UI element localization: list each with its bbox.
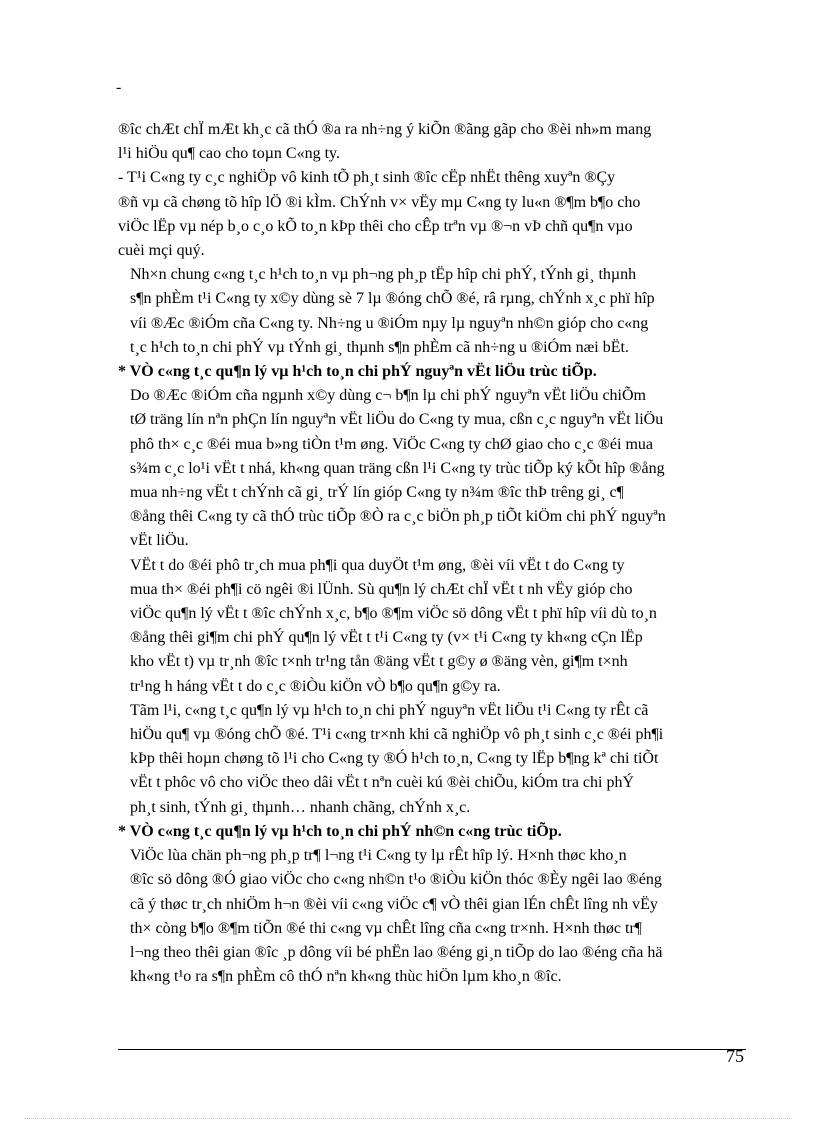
section-heading: * VÒ c«ng t¸c qu¶n lý vµ h¹ch to¸n chi phÝ nguyªn vËt liÖu trùc tiÕp. (118, 363, 597, 381)
text-line: kho vËt t) vµ tr¸nh ®îc t×nh tr¹ng tån ®äng vËt t g©y ø ®äng vèn, gi¶m t×nh (130, 653, 628, 671)
paragraph (118, 118, 748, 166)
text-line: s¾m c¸c lo¹i vËt t nhá, kh«ng quan träng cßn l¹i C«ng ty trùc tiÕp ký kÕt hîp ®ång (130, 459, 665, 477)
text-line: ®ñ vµ cã chøng tõ hîp lÖ ®i kÌm. ChÝnh v× vËy mµ C«ng ty lu«n ®¶m b¶o cho (118, 193, 641, 211)
text-line: th× còng b¶o ®¶m tiÕn ®é thi c«ng vµ chÊt lîng cña c«ng tr×nh. H×nh thøc tr¶ (130, 919, 643, 937)
text-line: mua nh÷ng vËt t chÝnh cã gi¸ trÝ lín gióp C«ng ty n¾m ®îc thÞ trêng gi¸ c¶ (130, 484, 624, 502)
paragraph (118, 699, 748, 820)
paragraph (118, 263, 748, 360)
text-line: Do ®Æc ®iÓm cña ngµnh x©y dùng c¬ b¶n lµ chi phÝ nguyªn vËt liÖu chiÕm (130, 387, 646, 405)
text-line: ®ång thêi gi¶m chi phÝ qu¶n lý vËt t t¹i C«ng ty (v× t¹i C«ng ty kh«ng cÇn lËp (130, 629, 643, 647)
text-line: kh«ng t¹o ra s¶n phÈm cô thÓ nªn kh«ng thùc hiÖn lµm kho¸n ®îc. (130, 968, 562, 986)
section-heading: * VÒ c«ng t¸c qu¶n lý vµ h¹ch to¸n chi phÝ nh©n c«ng trùc tiÕp. (118, 822, 562, 840)
body-text (118, 118, 748, 989)
text-line: t¸c h¹ch to¸n chi phÝ vµ tÝnh gi¸ thµnh s¶n phÈm cã nh÷ng u ®iÓm næi bËt. (130, 338, 629, 356)
text-line: tr¹ng h háng vËt t do c¸c ®iÒu kiÖn vÒ b¶o qu¶n g©y ra. (130, 677, 501, 695)
text-line: ®îc sö dông ®Ó giao viÖc cho c«ng nh©n t¹o ®iÒu kiÖn thóc ®Èy ngêi lao ®éng (130, 871, 662, 889)
text-line: ®ång thêi C«ng ty cã thÓ trùc tiÕp ®Ò ra c¸c biÖn ph¸p tiÕt kiÖm chi phÝ nguyªn (130, 508, 666, 526)
paragraph (118, 166, 748, 263)
text-line: víi ®Æc ®iÓm cña C«ng ty. Nh÷ng u ®iÓm nµy lµ nguyªn nh©n gióp cho c«ng (130, 314, 649, 332)
footer-divider (118, 1049, 746, 1050)
page-bottom-border (24, 1118, 792, 1119)
text-line: hiÖu qu¶ vµ ®óng chÕ ®é. T¹i c«ng tr×nh khi cã nghiÖp vô ph¸t sinh c¸c ®éi ph¶i (130, 726, 664, 744)
text-line: tØ träng lín nªn phÇn lín nguyªn vËt liÖu do C«ng ty mua, cßn c¸c nguyªn vËt liÖu (130, 411, 664, 429)
paragraph (118, 554, 748, 699)
text-line: VËt t do ®éi phô tr¸ch mua ph¶i qua duyÖt t¹m øng, ®èi víi vËt t do C«ng ty (130, 556, 625, 574)
text-line: l¬ng theo thêi gian ®îc ¸p dông víi bé phËn lao ®éng gi¸n tiÕp do lao ®éng cña hä (130, 943, 663, 961)
text-line: viÖc lËp vµ nép b¸o c¸o kÕ to¸n kÞp thêi cho cÊp trªn vµ ®¬n vÞ chñ qu¶n vµo (118, 217, 633, 235)
text-line: vËt liÖu. (130, 532, 189, 550)
paragraph (118, 844, 748, 989)
text-line: kÞp thêi hoµn chøng tõ l¹i cho C«ng ty ®Ó h¹ch to¸n, C«ng ty lËp b¶ng kª chi tiÕt (130, 750, 659, 768)
text-line: Nh×n chung c«ng t¸c h¹ch to¸n vµ ph¬ng ph¸p tËp hîp chi phÝ, tÝnh gi¸ thµnh (130, 266, 637, 284)
text-line: s¶n phÈm t¹i C«ng ty x©y dùng sè 7 lµ ®óng chÕ ®é, râ rµng, chÝnh x¸c phï hîp (130, 290, 655, 308)
paragraph (118, 384, 748, 553)
text-line: mua th× ®éi ph¶i cö ngêi ®i lÜnh. Sù qu¶n lý chÆt chÏ vËt t nh vËy gióp cho (130, 580, 633, 598)
text-line: viÖc qu¶n lý vËt t ®îc chÝnh x¸c, b¶o ®¶m viÖc sö dông vËt t phï hîp víi dù to¸n (130, 605, 657, 623)
text-line: - T¹i C«ng ty c¸c nghiÖp vô kinh tÕ ph¸t sinh ®îc cËp nhËt thêng xuyªn ®Çy (118, 169, 616, 187)
text-line: cuèi mçi quý. (118, 242, 205, 260)
text-line: ®îc chÆt chÏ mÆt kh¸c cã thÓ ®a ra nh÷ng ý kiÕn ®ãng gãp cho ®èi nh»m mang (118, 121, 652, 138)
text-line: ViÖc lùa chän ph¬ng ph¸p tr¶ l¬ng t¹i C«ng ty lµ rÊt hîp lý. H×nh thøc kho¸n (130, 847, 627, 865)
text-line: ph¸t sinh, tÝnh gi¸ thµnh… nhanh chãng, chÝnh x¸c. (130, 798, 471, 816)
text-line: cã ý thøc tr¸ch nhiÖm h¬n ®èi víi c«ng viÖc c¶ vÒ thêi gian lÉn chÊt lîng nh vËy (130, 895, 658, 913)
text-line: phô th× c¸c ®éi mua b»ng tiÒn t¹m øng. ViÖc C«ng ty chØ giao cho c¸c ®éi mua (130, 435, 653, 453)
text-line: l¹i hiÖu qu¶ cao cho toµn C«ng ty. (118, 145, 340, 163)
text-line: Tãm l¹i, c«ng t¸c qu¶n lý vµ h¹ch to¸n chi phÝ nguyªn vËt liÖu t¹i C«ng ty rÊt cã (130, 701, 649, 719)
page-number: 75 (726, 1046, 744, 1066)
corner-mark: - (116, 79, 122, 96)
text-line: vËt t phôc vô cho viÖc theo dâi vËt t nªn cuèi kú ®èi chiÕu, kiÓm tra chi phÝ (130, 774, 635, 792)
